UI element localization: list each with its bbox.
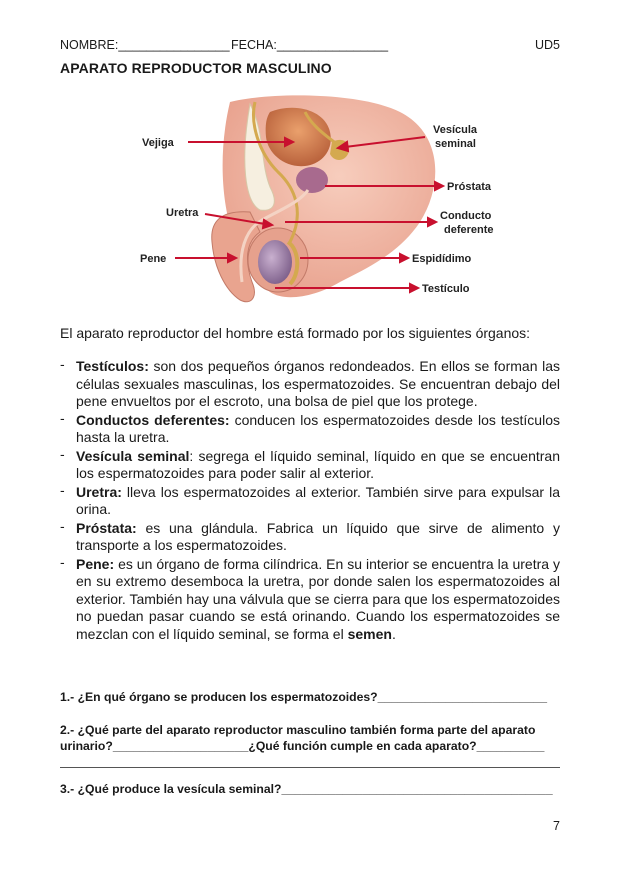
term-pene: Pene: (76, 555, 115, 572)
list-item: - Próstata: es una glándula. Fabrica un líquido que sirve de alimento y transporte a los espermatozoides. (60, 517, 560, 553)
label-pene: Pene (140, 253, 167, 265)
organ-list (60, 358, 560, 644)
label-vesicula-2: seminal (435, 138, 476, 150)
answer-line (60, 767, 560, 768)
label-vejiga: Vejiga (142, 137, 174, 149)
term-conductos: Conductos deferentes: (76, 411, 230, 428)
testicle-shape (258, 240, 292, 284)
date-field: FECHA:________________ (231, 38, 389, 52)
desc-conductos: conducen los espermatozoides desde los testículos hasta la uretra. (76, 411, 560, 445)
label-epididimo: Espidídimo (412, 253, 472, 265)
name-field: NOMBRE:________________ (60, 38, 230, 52)
prostate-shape (296, 167, 328, 193)
label-prostata: Próstata (447, 181, 492, 193)
term-testiculos: Testículos: (76, 358, 149, 374)
intro-text: El aparato reproductor del hombre está formado por los siguientes órganos: (60, 325, 531, 341)
anatomy-illustration (100, 92, 520, 310)
list-item: - Uretra: lleva los espermatozoides al exterior. También sirve para expulsar la orina. (60, 481, 560, 517)
unit-label: UD5 (534, 38, 560, 52)
term-uretra: Uretra: (76, 483, 122, 500)
desc-pene-end: . (391, 625, 396, 642)
term-vesicula: Vesícula seminal (76, 447, 190, 464)
question-1: 1.- ¿En qué órgano se producen los espermatozoides?_________________________ (60, 690, 548, 704)
label-uretra: Uretra (166, 207, 199, 219)
label-testiculo: Testículo (422, 283, 470, 295)
list-item: - Testículos: son dos pequeños órganos redondeados. En ellos se forman las células sexuales masculinas, los espermatozoides. Se encuentran debajo del pene envueltos por el escroto, una bolsa de piel que los protege. (60, 356, 560, 409)
label-vesicula-1: Vesícula (433, 124, 478, 136)
list-item: - Pene: es un órgano de forma cilíndrica. En su interior se encuentra la uretra y en su extremo desemboca la uretra, por donde salen los espermatozoides al exterior. También hay una válvula que se cierra para que los espermatozoides no puedan pasar cuando se está orinando. Cuando los espermatozoides se mezclan con el líquido seminal, se forma el semen. (60, 553, 560, 642)
desc-testiculos: son dos pequeños órganos redondeados. En ellos se forman las células sexuales masculinas, los espermatozoides. Se encuentran debajo del pene envueltos por el escroto, una bolsa de piel que los protege. (76, 358, 560, 409)
question-2a: 2.- ¿Qué parte del aparato reproductor masculino también forma parte del aparato (60, 723, 536, 737)
desc-uretra: lleva los espermatozoides al exterior. También sirve para expulsar la orina. (76, 483, 560, 517)
desc-pene: es un órgano de forma cilíndrica. En su interior se encuentra la uretra y en su extremo desemboca la uretra, por donde salen los espermatozoides al exterior. También hay una válvula que se cierra para que los espermatozoides no puedan pasar cuando se está orinando. Cuando los espermatozoides se mezclan con el líquido seminal, se forma el (76, 555, 560, 642)
desc-prostata: es una glándula. Fabrica un líquido que sirve de alimento y transporte a los espermatozoides. (76, 519, 560, 553)
page-title: APARATO REPRODUCTOR MASCULINO (60, 60, 332, 76)
list-item: - Conductos deferentes: conducen los espermatozoides desde los testículos hasta la uretra. (60, 409, 560, 445)
term-semen: semen (347, 625, 392, 642)
page-number: 7 (553, 819, 560, 833)
term-prostata: Próstata: (76, 519, 137, 536)
question-3: 3.- ¿Qué produce la vesícula seminal?________________________________________ (60, 782, 553, 796)
desc-vesicula: : segrega el líquido seminal, líquido en que se encuentran los espermatozoides para poder salir al exterior. (76, 447, 560, 481)
list-item: - Vesícula seminal: segrega el líquido seminal, líquido en que se encuentran los espermatozoides para poder salir al exterior. (60, 445, 560, 481)
label-conducto-2: deferente (444, 224, 494, 236)
question-2b: urinario?____________________¿Qué función cumple en cada aparato?__________ (60, 739, 545, 753)
label-conducto-1: Conducto (440, 210, 492, 222)
